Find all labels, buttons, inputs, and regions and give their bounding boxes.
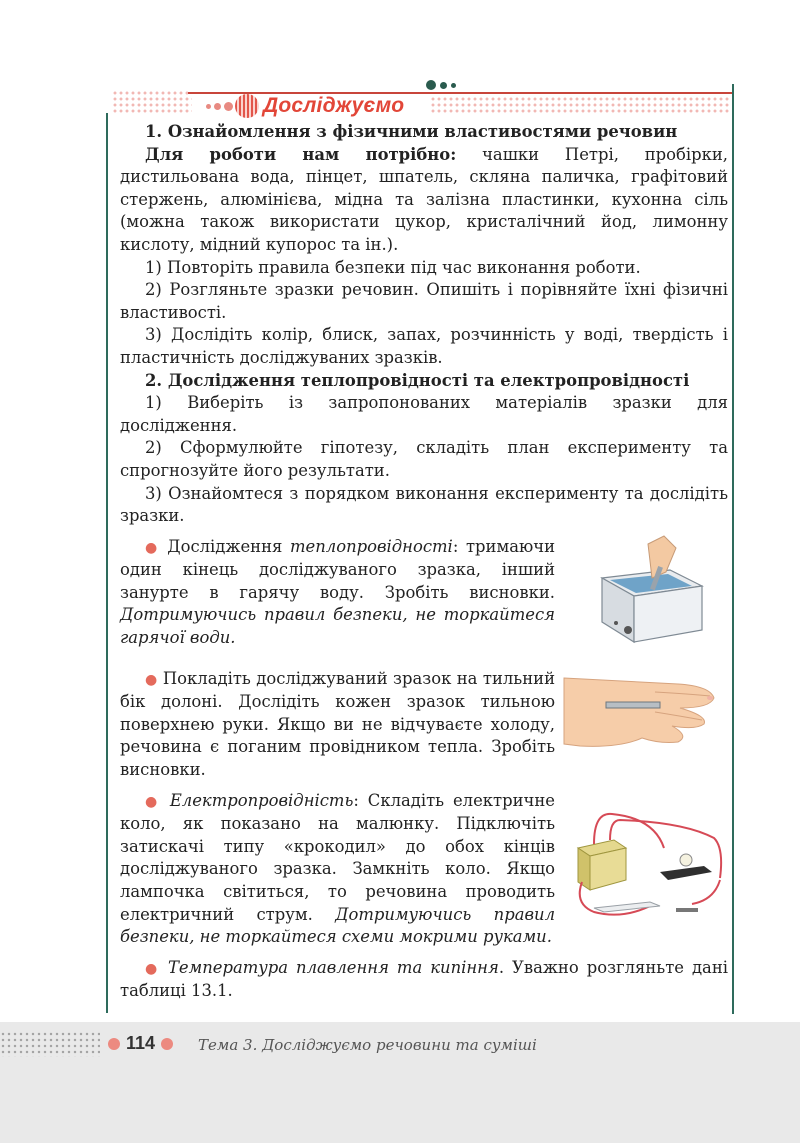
safety-warning-electric: Дотримуючись правил безпеки, не торкайтеся схеми мокрими руками. bbox=[120, 904, 556, 947]
running-title: Тема 3. Досліджуємо речовини та суміші bbox=[198, 1036, 537, 1054]
step-2-2: 2) Сформулюйте гіпотезу, складіть план експерименту та спрогнозуйте його результати. bbox=[120, 438, 728, 480]
page-number: 114 bbox=[126, 1033, 156, 1053]
materials-text: чашки Петрі, пробірки, дистильована вода, пінцет, шпатель, скляна паличка, графітовий стержень, алюмінієва, мідна та залізна пластинки, кухонна сіль (можна також використати цукор, кристалічний йод, лимонну кислоту, мідний купорос та ін.). bbox=[120, 144, 728, 254]
header-dot-pattern-left bbox=[112, 90, 192, 114]
left-margin-rule bbox=[106, 113, 108, 1013]
page-dot-left-icon bbox=[108, 1038, 120, 1050]
section-heading-1: 1. Ознайомлення з фізичними властивостями речовин bbox=[145, 122, 678, 141]
bullet-dot-icon: ● bbox=[145, 960, 160, 977]
safety-warning-heat: Дотримуючись правил безпеки, не торкайтеся гарячої води. bbox=[120, 605, 555, 648]
step-2-3: 3) Ознайомтеся з порядком виконання експерименту та дослідіть зразки. bbox=[120, 483, 728, 526]
electric-circuit-illustration bbox=[564, 808, 734, 928]
bullet-dot-icon: ● bbox=[145, 671, 158, 688]
bullet-electric-conduction: ● Електропровідність: Складіть електричне коло, як показано на малюнку. Підключіть затискачі типу «крокодил» до обох кінців досліджуваного зразка. Замкніть коло. Якщо лампочка світиться, то речовина проводить електричний струм. Дотримуючись правил безпеки, не торкайтеся схеми мокрими руками. bbox=[120, 790, 556, 947]
step-1-2: 2) Розгляньте зразки речовин. Опишіть і порівняйте їхні фізичні властивості. bbox=[120, 280, 728, 322]
header-green-dots bbox=[426, 80, 456, 90]
section-banner bbox=[206, 94, 404, 118]
step-1-3: 3) Дослідіть колір, блиск, запах, розчинність у воді, твердість і пластичність досліджуваних зразків. bbox=[120, 325, 728, 367]
page-dot-right-icon bbox=[161, 1038, 173, 1050]
hand-sample-illustration bbox=[560, 668, 720, 758]
bullet-melting-point: ● Температура плавлення та кипіння. Уважно розгляньте дані таблиці 13.1. bbox=[120, 957, 728, 1001]
footer-dot-pattern bbox=[0, 1031, 100, 1057]
bullet-dot-icon: ● bbox=[145, 539, 160, 556]
step-2-1: 1) Виберіть із запропонованих матеріалів зразки для дослідження. bbox=[120, 393, 728, 435]
materials-paragraph bbox=[120, 144, 728, 257]
bullet-dot-icon: ● bbox=[145, 793, 161, 810]
striped-ball-icon bbox=[235, 94, 259, 118]
banner-dots-decoration bbox=[206, 102, 233, 111]
step-1-1: 1) Повторіть правила безпеки під час виконання роботи. bbox=[145, 257, 641, 277]
header-dot-pattern-right bbox=[430, 96, 730, 114]
section-title: Досліджуємо bbox=[263, 94, 405, 117]
bullet-heat-conduction: ● Дослідження теплопровідності: тримаючи один кінець досліджуваного зразка, інший занурте в гарячу воду. Зробіть висновки. Дотримуючись правил безпеки, не торкайтеся гарячої води. bbox=[120, 536, 555, 648]
section-heading-2: 2. Дослідження теплопровідності та електропровідності bbox=[145, 370, 690, 390]
materials-label: Для роботи нам потрібно: bbox=[145, 144, 457, 164]
bullet-hand-test: ● Покладіть досліджуваний зразок на тильний бік долоні. Дослідіть кожен зразок тильною поверхнею руки. Якщо ви не відчуваєте холоду, речовина є поганим провідником тепла. Зробіть висновки. bbox=[120, 668, 555, 780]
page-number-block bbox=[108, 1033, 173, 1054]
water-bath-illustration bbox=[590, 530, 730, 650]
